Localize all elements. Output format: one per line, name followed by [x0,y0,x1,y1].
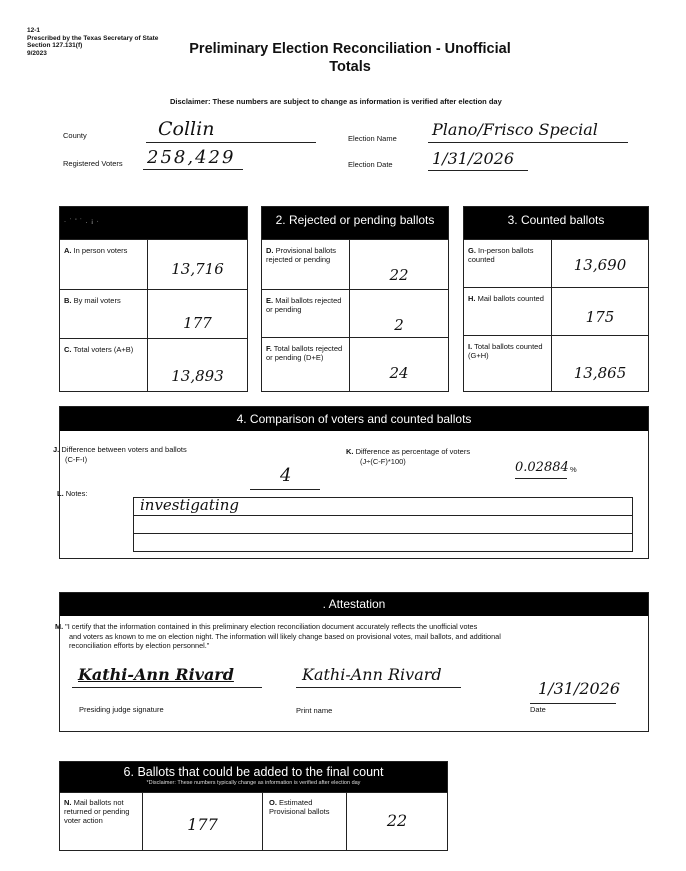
form-number: 12-1 [27,27,41,34]
row-d [262,239,448,289]
row-i-value: 13,865 [573,364,627,382]
section-4-header: 4. Comparison of voters and counted ballots [60,407,648,431]
date-label: Date [530,705,546,714]
section-6-subtitle: *Disclaimer: These numbers typically change as information is verified after election day [146,780,361,786]
row-g [464,239,648,287]
row-c-label: C. Total voters (A+B) [60,339,148,392]
o-label: O. Estimated Provisional ballots [263,793,347,850]
section-4-comparison [53,406,649,559]
row-h-label: H. Mail ballots counted [464,288,552,335]
k-value: 0.02884 [515,460,569,475]
j-label: J. Difference between voters and ballots (C-F-I) [53,445,187,464]
section-3-counted [463,206,649,392]
section-6-header [60,762,447,792]
print-name-value: Kathi-Ann Rivard [302,665,442,684]
notes-line-2[interactable] [134,516,632,534]
row-c-input[interactable] [148,339,247,392]
row-a-label: A. In person voters [60,240,148,289]
certification-text: M. "I certify that the information contained in this preliminary election reconciliation document accurately reflects the unofficial votes and voters as known to me on election night. The information will likely change based on provisional votes, mail ballots, and additional reconciliation efforts by election personnel." [55,622,501,650]
signature-field[interactable] [72,663,262,688]
row-b-value: 177 [183,314,212,332]
row-c [60,338,247,392]
section-1-header [60,207,247,239]
print-name-field[interactable] [296,663,461,688]
n-label: N. Mail ballots not returned or pending voter action [60,793,143,850]
date-value: 1/31/2026 [538,679,621,698]
election-date-label: Election Date [348,160,393,169]
notes-box [133,497,633,552]
county-label: County [63,131,87,140]
row-g-input[interactable] [552,240,648,287]
election-name-field[interactable] [428,120,628,143]
row-d-value: 22 [389,266,409,284]
j-field[interactable] [250,465,320,490]
election-date-value: 1/31/2026 [432,149,515,168]
row-g-label: G. In-person ballots counted [464,240,552,287]
section-2-header: 2. Rejected or pending ballots [262,207,448,239]
row-e-label: E. Mail ballots rejected or pending [262,290,350,337]
registered-voters-label: Registered Voters [63,159,123,168]
row-n-o [60,792,447,850]
row-b-label: B. By mail voters [60,290,148,338]
k-field[interactable] [515,462,567,479]
section-1-header-noise: · ˙ ' ˙ . ¡ · [64,219,100,225]
row-h [464,287,648,335]
page-title [150,40,550,76]
row-a-input[interactable] [148,240,247,289]
county-field[interactable] [146,118,316,143]
registered-voters-field[interactable] [143,147,243,170]
row-d-input[interactable] [350,240,448,289]
disclaimer: Disclaimer: These numbers are subject to change as information is verified after election day [170,97,502,106]
l-label: L. Notes: [57,489,88,498]
row-f [262,337,448,392]
section-6-title: 6. Ballots that could be added to the final count [123,765,384,779]
section-6-additional-ballots [59,761,448,851]
section-3-header: 3. Counted ballots [464,207,648,239]
election-name-value: Plano/Frisco Special [432,120,598,139]
date-field[interactable] [530,679,621,704]
form-prescribed: Prescribed by the Texas Secretary of State [27,34,159,42]
section-1-voters [59,206,248,392]
form-revision: 9/2023 [27,49,47,57]
row-a-value: 13,716 [171,260,224,278]
row-i-input[interactable] [552,336,648,392]
o-input[interactable] [347,793,447,850]
section-5-header: . Attestation [60,593,648,616]
county-value: Collin [158,118,215,140]
n-value: 177 [187,815,218,834]
j-value: 4 [280,465,292,486]
row-f-label: F. Total ballots rejected or pending (D+E) [262,338,350,392]
signature-label: Presiding judge signature [79,705,164,714]
row-a [60,239,247,289]
row-h-value: 175 [585,308,615,326]
title-line-2: Totals [329,59,371,75]
row-h-input[interactable] [552,288,648,335]
form-section: Section 127.131(f) [27,42,83,49]
registered-voters-value: 258,429 [147,147,236,168]
o-value: 22 [386,811,408,830]
form-meta [27,27,158,57]
print-name-label: Print name [296,706,333,715]
row-e-value: 2 [394,316,404,334]
election-name-label: Election Name [348,134,397,143]
election-date-field[interactable] [428,149,528,171]
row-f-input[interactable] [350,338,448,392]
row-b-input[interactable] [148,290,247,338]
k-unit: % [570,465,577,474]
signature-value: Kathi-Ann Rivard [78,665,234,684]
notes-line-3[interactable] [134,534,632,551]
row-i-label: I. Total ballots counted (G+H) [464,336,552,392]
title-line-1: Preliminary Election Reconciliation - Unofficial [189,41,511,57]
section-2-rejected [261,206,449,392]
row-d-label: D. Provisional ballots rejected or pending [262,240,350,289]
row-g-value: 13,690 [573,256,627,274]
notes-line-1[interactable]: investigating [134,498,632,516]
n-input[interactable] [143,793,263,850]
row-i [464,335,648,392]
row-e-input[interactable] [350,290,448,337]
row-f-value: 24 [389,364,409,382]
k-label: K. Difference as percentage of voters (J÷(C-F)*100) [346,447,471,466]
row-e [262,289,448,337]
row-c-value: 13,893 [171,367,224,385]
row-b [60,289,247,338]
section-5-attestation [55,592,649,732]
